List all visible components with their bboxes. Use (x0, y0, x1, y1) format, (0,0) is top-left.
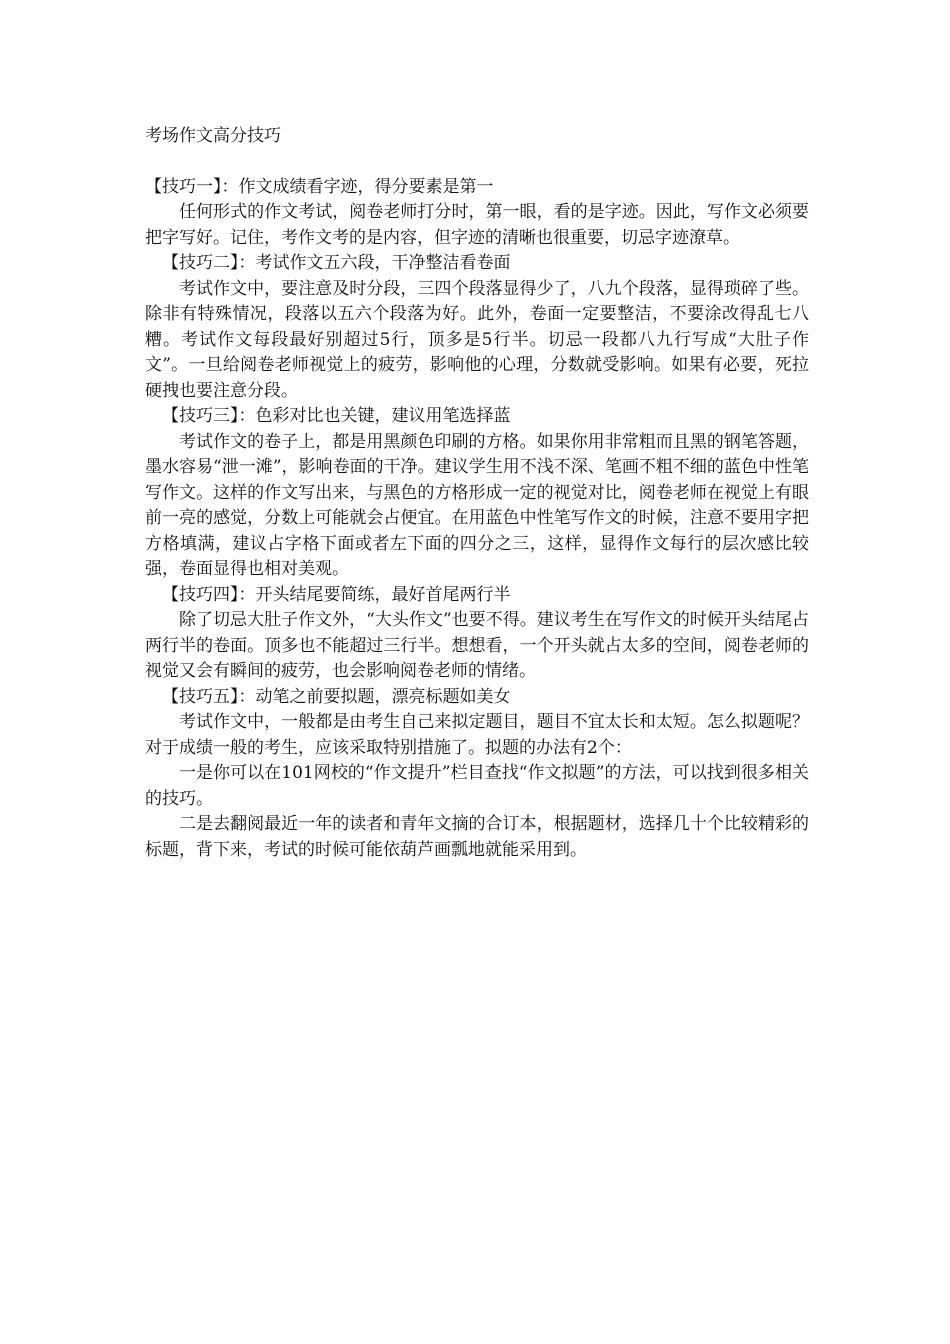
section-paragraph: 除了切忌大肚子作文外，“大头作文”也要不得。建议考生在写作文的时候开头结尾占两行半的卷面。顶多也不能超过三行半。想想看，一个开头就占太多的空间，阅卷老师的视觉又会有瞬间的疲劳，也会影响阅卷老师的情绪。 (145, 610, 809, 681)
document-title: 考场作文高分技巧 (145, 126, 281, 146)
document-body (145, 124, 809, 863)
section-tip-3 (145, 404, 809, 583)
section-tip-5 (145, 685, 809, 864)
section-paragraph: 一是你可以在101网校的“作文提升”栏目查找“作文拟题”的方法，可以找到很多相关的技巧。 (145, 763, 809, 809)
section-heading: 【技巧三】：色彩对比也关键，建议用笔选择蓝 (162, 406, 511, 426)
section-paragraph: 考试作文中，要注意及时分段，三四个段落显得少了，八九个段落，显得琐碎了些。除非有特殊情况，段落以五六个段落为好。此外，卷面一定要整洁，不要涂改得乱七八糟。考试作文每段最好别超过5行，顶多是5行半。切忌一段都八九行写成“大肚子作文”。一旦给阅卷老师视觉上的疲劳，影响他的心理，分数就受影响。如果有必要，死拉硬拽也要注意分段。 (145, 278, 809, 401)
section-paragraph: 考试作文的卷子上，都是用黑颜色印刷的方格。如果你用非常粗而且黑的钢笔答题，墨水容易“泄一滩”，影响卷面的干净。建议学生用不浅不深、笔画不粗不细的蓝色中性笔写作文。这样的作文写出来，与黑色的方格形成一定的视觉对比，阅卷老师在视觉上有眼前一亮的感觉，分数上可能就会占便宜。在用蓝色中性笔写作文的时候，注意不要用字把方格填满，建议占字格下面或者左下面的四分之三，这样，显得作文每行的层次感比较强，卷面显得也相对美观。 (145, 431, 809, 579)
section-heading: 【技巧四】：开头结尾要简练，最好首尾两行半 (162, 584, 511, 605)
section-heading: 【技巧二】：考试作文五六段，干净整洁看卷面 (162, 253, 511, 273)
section-paragraph: 二是去翻阅最近一年的读者和青年文摘的合订本，根据题材，选择几十个比较精彩的标题，背下来，考试的时候可能依葫芦画瓢地就能采用到。 (145, 814, 809, 860)
section-heading: 【技巧一】：作文成绩看字迹，得分要素是第一 (145, 176, 494, 197)
section-paragraph: 考试作文中，一般都是由考生自己来拟定题目，题目不宜太长和太短。怎么拟题呢？对于成绩一般的考生，应该采取特别措施了。拟题的办法有2个： (145, 712, 809, 758)
section-tip-2 (145, 251, 809, 404)
section-tip-1 (145, 175, 809, 252)
section-heading: 【技巧五】：动笔之前要拟题，漂亮标题如美女 (162, 686, 511, 707)
section-tip-4 (145, 583, 809, 685)
section-paragraph: 任何形式的作文考试，阅卷老师打分时，第一眼，看的是字迹。因此，写作文必须要把字写好。记住，考作文考的是内容，但字迹的清晰也很重要，切忌字迹潦草。 (145, 202, 809, 248)
